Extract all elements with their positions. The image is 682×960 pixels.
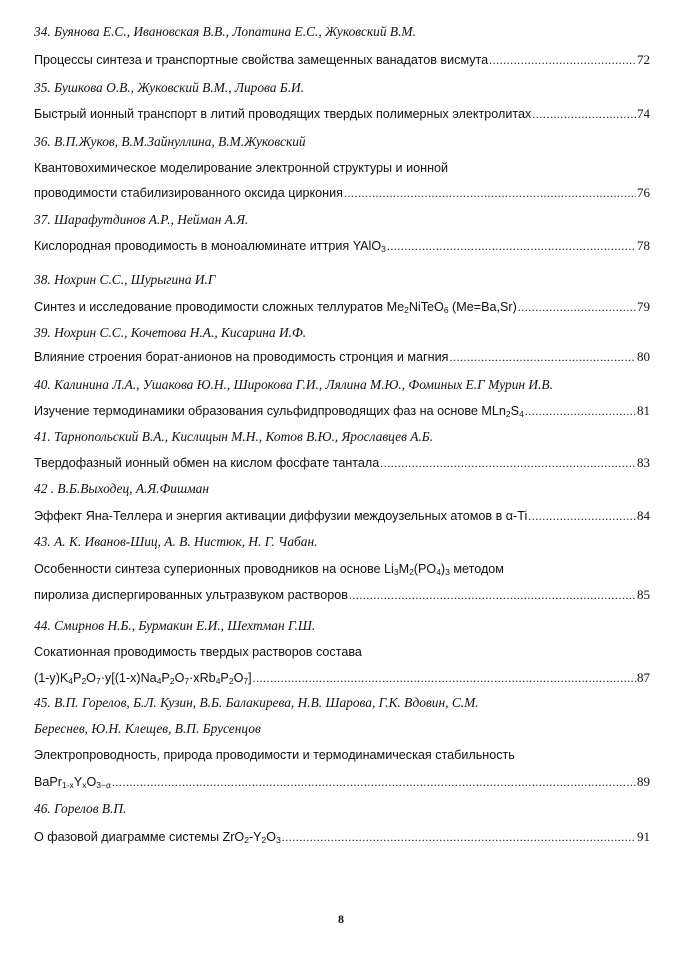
toc-authors — [34, 80, 650, 96]
title-text: пиролиза диспергированных ультразвуком растворов — [34, 588, 348, 602]
toc-authors — [34, 534, 650, 550]
subscript: 4 — [68, 676, 74, 686]
page-ref: 85 — [637, 587, 650, 602]
page-ref: 72 — [637, 52, 650, 67]
dot-leader — [112, 774, 636, 790]
title-text: Квантовохимическое моделирование электронной структуры и ионной — [34, 161, 449, 175]
page-ref: 84 — [637, 508, 650, 523]
toc-entry-title — [34, 52, 650, 68]
page-ref: 87 — [637, 670, 650, 685]
page-ref: 81 — [637, 403, 650, 418]
title-fragment: Особенности синтеза суперионных проводников на основе Li — [34, 562, 394, 576]
subscript: 2 — [261, 835, 267, 845]
dot-leader — [387, 238, 636, 254]
title-fragment: Синтез и исследование проводимости сложных теллуратов Me — [34, 300, 405, 314]
toc-authors — [34, 429, 650, 445]
page-ref: 74 — [637, 106, 650, 121]
title-fragment: (Me=Ba,Sr) — [448, 300, 517, 314]
title-text — [34, 829, 281, 845]
subscript: x — [82, 780, 87, 790]
dot-leader — [449, 349, 636, 365]
title-fragment: O — [86, 671, 96, 685]
page-ref: 80 — [637, 349, 650, 364]
toc-entry-title — [34, 403, 650, 419]
dot-leader — [349, 587, 636, 603]
subscript: 7 — [95, 676, 101, 686]
subscript: 3−α — [96, 780, 111, 790]
subscript: 2 — [81, 676, 87, 686]
title-fragment: M — [398, 562, 410, 576]
title-fragment: (PO — [413, 562, 437, 576]
authors-text: 37. Шарафутдинов А.Р., Нейман А.Я. — [34, 212, 249, 227]
page-ref: 91 — [637, 829, 650, 844]
title-fragment: P — [220, 671, 229, 685]
page-number: 8 — [338, 912, 344, 926]
dot-leader — [380, 455, 636, 471]
subscript: 7 — [243, 676, 249, 686]
toc-entry-title — [34, 299, 650, 315]
authors-text: 36. В.П.Жуков, В.М.Зайнуллина, В.М.Жуковский — [34, 134, 306, 149]
subscript: 3 — [445, 567, 450, 577]
toc-authors — [34, 272, 650, 288]
title-fragment: методом — [449, 562, 504, 576]
title-fragment: ] — [248, 671, 252, 685]
toc-entry-title — [34, 587, 650, 603]
subscript: 2 — [169, 676, 175, 686]
title-fragment: (1-y)K — [34, 671, 69, 685]
toc-authors — [34, 212, 650, 228]
authors-text: 35. Бушкова О.В., Жуковский В.М., Лирова Б.И. — [34, 80, 305, 95]
toc-authors — [34, 721, 650, 737]
title-text: Быстрый ионный транспорт в литий проводящих твердых полимерных электролитах — [34, 107, 532, 121]
dot-leader — [518, 299, 636, 315]
toc-authors — [34, 481, 650, 497]
authors-text: 41. Тарнопольский В.А., Кислицын М.Н., Котов В.Ю., Ярославцев А.Б. — [34, 429, 434, 444]
authors-text: 43. А. К. Иванов-Шиц, А. В. Нистюк, Н. Г. Чабан. — [34, 534, 318, 549]
title-text: Сокатионная проводимость твердых растворов состава — [34, 645, 362, 659]
toc-entry-title — [34, 670, 650, 686]
subscript: 2 — [244, 835, 249, 845]
title-text: Эффект Яна-Теллера и энергия активации диффузии междоузельных атомов в α-Ti — [34, 509, 528, 523]
dot-leader — [253, 670, 636, 686]
authors-text: 44. Смирнов Н.Б., Бурмакин Е.И., Шехтман Г.Ш. — [34, 618, 316, 633]
page-ref: 83 — [637, 455, 650, 470]
title-fragment: NiTeO — [408, 300, 444, 314]
subscript: 2 — [409, 567, 414, 577]
page-ref: 79 — [637, 299, 650, 314]
title-fragment: О фазовой диаграмме системы ZrO — [34, 830, 245, 844]
title-text — [34, 561, 504, 577]
toc-entry-title — [34, 238, 650, 254]
toc-entry-title — [34, 747, 650, 763]
dot-leader — [489, 52, 636, 68]
page-ref: 78 — [637, 238, 650, 253]
subscript: 3 — [276, 835, 281, 845]
title-text: Процессы синтеза и транспортные свойства замещенных ванадатов висмута — [34, 53, 489, 67]
authors-text: 39. Нохрин С.С., Кочетова Н.А., Кисарина И.Ф. — [34, 325, 307, 340]
toc-authors — [34, 695, 650, 711]
toc-authors — [34, 377, 650, 393]
title-text: проводимости стабилизированного оксида циркония — [34, 186, 343, 200]
title-fragment: BaPr — [34, 775, 62, 789]
title-fragment: P — [161, 671, 170, 685]
authors-text: 34. Буянова Е.С., Ивановская В.В., Лопатина Е.С., Жуковский В.М. — [34, 24, 416, 39]
toc-entry-title — [34, 185, 650, 201]
toc-entry-title — [34, 644, 650, 660]
subscript: 4 — [215, 676, 221, 686]
subscript: 4 — [436, 567, 441, 577]
authors-text: 42 . В.Б.Выходец, А.Я.Фишман — [34, 481, 209, 496]
title-fragment: ·xRb — [189, 671, 216, 685]
subscript: 1-x — [62, 780, 74, 790]
authors-text: 46. Горелов В.П. — [34, 801, 127, 816]
toc-entry-title — [34, 349, 650, 365]
subscript: 3 — [381, 244, 386, 254]
subscript: 2 — [404, 305, 409, 315]
toc-entry-title — [34, 455, 650, 471]
toc-entry-title — [34, 106, 650, 122]
dot-leader — [528, 508, 636, 524]
page-ref: 89 — [637, 774, 650, 789]
title-text: Влияние строения борат-анионов на проводимость стронция и магния — [34, 350, 449, 364]
toc-entry-title — [34, 160, 650, 176]
title-text: Твердофазный ионный обмен на кислом фосфате тантала — [34, 456, 380, 470]
toc-entry-title — [34, 774, 650, 790]
title-fragment: -Y — [248, 830, 262, 844]
toc-authors — [34, 618, 650, 634]
title-fragment: O — [266, 830, 277, 844]
subscript: 3 — [393, 567, 399, 577]
title-fragment: S — [510, 404, 520, 418]
title-text: Электропроводность, природа проводимости и термодинамическая стабильность — [34, 748, 515, 762]
subscript: 2 — [228, 676, 234, 686]
title-fragment: ) — [440, 562, 446, 576]
authors-text: Береснев, Ю.Н. Клещев, В.П. Брусенцов — [34, 721, 261, 736]
toc-authors — [34, 801, 650, 817]
dot-leader — [344, 185, 636, 201]
toc-entry-title — [34, 561, 650, 577]
subscript: 2 — [505, 409, 511, 419]
title-text — [34, 774, 111, 790]
toc-entry-title — [34, 829, 650, 845]
dot-leader — [525, 403, 636, 419]
subscript: 6 — [443, 305, 449, 315]
toc-authors — [34, 24, 650, 40]
subscript: 4 — [156, 676, 162, 686]
authors-text: 40. Калинина Л.А., Ушакова Ю.Н., Широкова Г.И., Лялина М.Ю., Фоминых Е.Г Мурин И.В. — [34, 377, 553, 392]
toc-entry-title — [34, 508, 650, 524]
title-fragment: Кислородная проводимость в моноалюминате иттрия YAlO — [34, 239, 382, 253]
title-fragment: Y — [73, 775, 83, 789]
title-text — [34, 403, 524, 419]
title-fragment: P — [73, 671, 82, 685]
dot-leader — [532, 106, 636, 122]
authors-text: 45. В.П. Горелов, Б.Л. Кузин, В.Б. Балакирева, Н.В. Шарова, Г.К. Вдовин, С.М. — [34, 695, 479, 710]
title-fragment: O — [86, 775, 97, 789]
title-fragment: O — [174, 671, 185, 685]
title-fragment: Изучение термодинамики образования сульфидпроводящих фаз на основе MLn — [34, 404, 506, 418]
title-fragment: ·y[(1-x)Na — [100, 671, 157, 685]
subscript: 7 — [184, 676, 190, 686]
title-text — [34, 238, 386, 254]
title-fragment: O — [233, 671, 244, 685]
page-ref: 76 — [637, 185, 650, 200]
authors-text: 38. Нохрин С.С., Шурыгина И.Г — [34, 272, 216, 287]
dot-leader — [282, 829, 636, 845]
toc-authors — [34, 325, 650, 341]
subscript: 4 — [519, 409, 524, 419]
title-text — [34, 670, 252, 686]
toc-authors — [34, 134, 650, 150]
title-text — [34, 299, 517, 315]
